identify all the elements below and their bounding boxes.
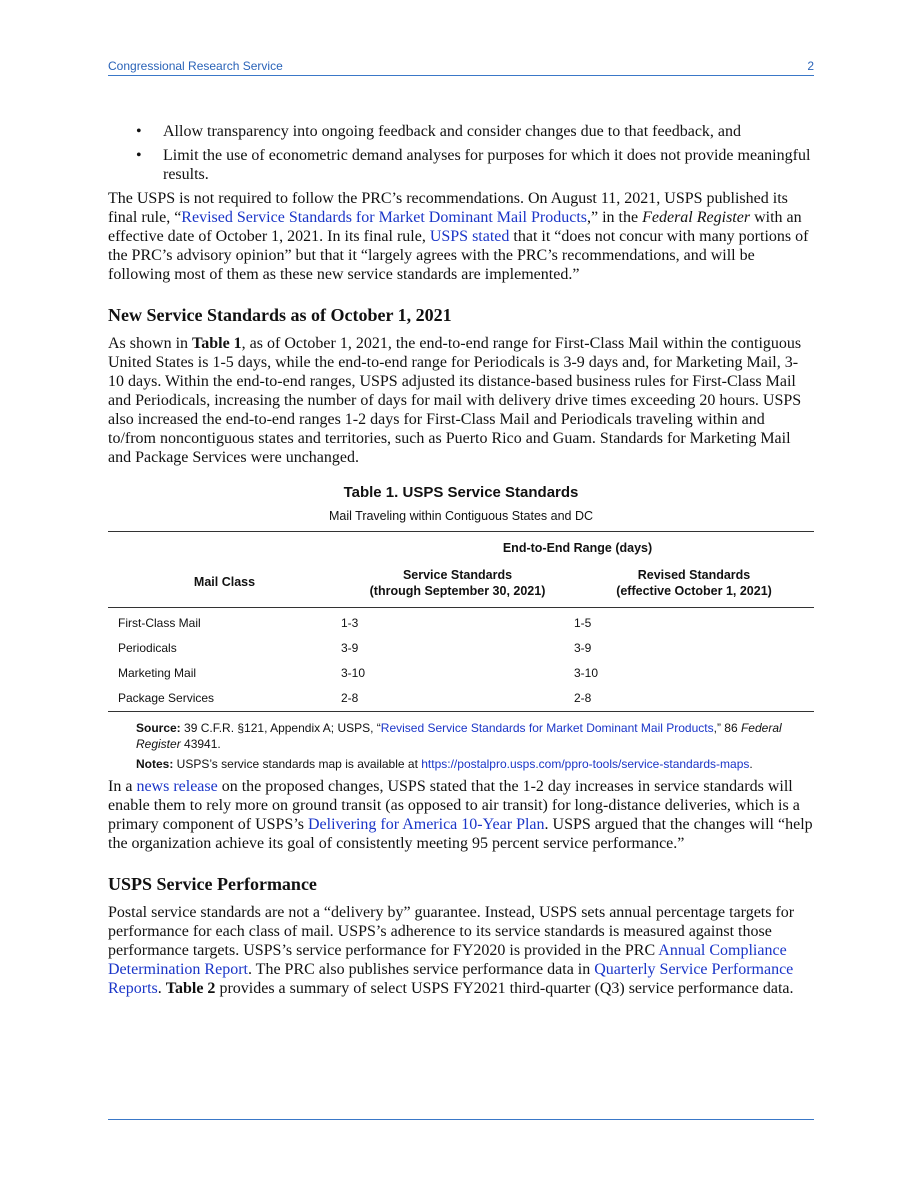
cell-mail-class: First-Class Mail [118, 616, 201, 630]
link-revised-standards[interactable]: Revised Service Standards for Market Dominant Mail Products [181, 209, 587, 226]
table-source: Source: 39 C.F.R. §121, Appendix A; USPS, “Revised Service Standards for Market Dominant Mail Products,” 86 Federal Register 43941. [136, 721, 782, 751]
link-delivering-for-america[interactable]: Delivering for America 10-Year Plan [308, 816, 545, 833]
link-usps-stated[interactable]: USPS stated [429, 228, 510, 245]
section-heading-new-standards: New Service Standards as of October 1, 2021 [108, 305, 452, 325]
link-standards-maps[interactable]: https://postalpro.usps.com/ppro-tools/service-standards-maps [421, 757, 750, 771]
column-header-service-standards: Service Standards (through September 30, 2021) [341, 558, 574, 608]
cell-revised: 1-5 [574, 616, 592, 630]
cell-revised: 3-9 [574, 641, 592, 655]
link-annual-compliance[interactable]: Annual Compliance Determination Report [108, 942, 787, 978]
cell-service: 2-8 [341, 691, 359, 705]
link-news-release[interactable]: news release [136, 778, 218, 795]
cell-mail-class: Marketing Mail [118, 666, 197, 680]
link-source-revised-standards[interactable]: Revised Service Standards for Market Dominant Mail Products [380, 721, 714, 735]
footer-divider [108, 1119, 814, 1120]
header-org-name: Congressional Research Service [108, 59, 283, 73]
page-number: 2 [807, 59, 814, 73]
cell-revised: 2-8 [574, 691, 592, 705]
table-notes [108, 720, 814, 772]
cell-service: 1-3 [341, 616, 359, 630]
paragraph-news-release: In a news release on the proposed changes, USPS stated that the 1-2 day increases in service standards will enable them to rely more on ground transit (as opposed to air transit) for long-distance deliveries, which is a primary component of USPS’s Delivering for America 10-Year Plan. USPS argued that the changes will “help the organization achieve its goal of consistently meeting 95 percent service performance.” [108, 778, 813, 852]
service-standards-table [108, 531, 814, 712]
table-title: Table 1. USPS Service Standards [343, 484, 579, 501]
cell-service: 3-10 [341, 666, 366, 680]
list-item: • Limit the use of econometric demand analyses for purposes for which it does not provide meaningful results. [136, 147, 811, 183]
table-row [108, 686, 814, 712]
table-row [108, 608, 814, 637]
cell-mail-class: Periodicals [118, 641, 177, 655]
paragraph-final-rule: The USPS is not required to follow the PRC’s recommendations. On August 11, 2021, USPS published its final rule, “Revised Service Standards for Market Dominant Mail Products,” in the Federal Register with an effective date of October 1, 2021. In its final rule, USPS stated that it “does not concur with many portions of the PRC’s advisory opinion” but that it “largely agrees with the PRC’s recommendations, and will be following most of them as these new service standards are implemented.” [108, 190, 809, 283]
bullet-icon: • [136, 123, 142, 140]
table-subtitle: Mail Traveling within Contiguous States and DC [328, 509, 594, 523]
table-notes-line: Notes: USPS’s service standards map is available at https://postalpro.usps.com/ppro-tools/service-standards-maps. [136, 757, 753, 771]
column-header-revised-standards: Revised Standards (effective October 1, 2021) [574, 558, 814, 608]
paragraph-new-standards: As shown in Table 1, as of October 1, 2021, the end-to-end range for First-Class Mail within the contiguous United States is 1-5 days, while the end-to-end range for Periodicals is 3-9 days and, for Marketing Mail, 3-10 days. Within the end-to-end ranges, USPS adjusted its distance-based business rules for First-Class Mail and Periodicals, increasing the number of days for mail with delivery drive times exceeding 20 hours. USPS also increased the end-to-end ranges 1-2 days for First-Class Mail and Periodicals traveling within and to/from noncontiguous states and territories, such as Puerto Rico and Guam. Standards for Marketing Mail and Package Services were unchanged. [108, 335, 802, 466]
cell-mail-class: Package Services [118, 691, 215, 705]
section-heading-service-performance: USPS Service Performance [108, 874, 317, 894]
paragraph-service-performance: Postal service standards are not a “delivery by” guarantee. Instead, USPS sets annual percentage targets for performance for each class of mail. USPS’s adherence to its service standards is measured against those performance targets. USPS’s service performance for FY2020 is provided in the PRC Annual Compliance Determination Report. The PRC also publishes service performance data in Quarterly Service Performance Reports. Table 2 provides a summary of select USPS FY2021 third-quarter (Q3) service performance data. [108, 904, 795, 997]
link-quarterly-reports[interactable]: Quarterly Service Performance Reports [108, 961, 794, 997]
page-body [108, 122, 814, 998]
table-row [108, 661, 814, 686]
bullet-icon: • [136, 147, 142, 164]
bullet-list [108, 122, 814, 184]
table-row [108, 636, 814, 661]
list-item: • Allow transparency into ongoing feedback and consider changes due to that feedback, and [136, 123, 742, 140]
page-header [108, 57, 814, 76]
cell-service: 3-9 [341, 641, 359, 655]
column-header-mail-class: Mail Class [108, 532, 341, 608]
column-group-header: End-to-End Range (days) [502, 541, 653, 555]
cell-revised: 3-10 [574, 666, 599, 680]
